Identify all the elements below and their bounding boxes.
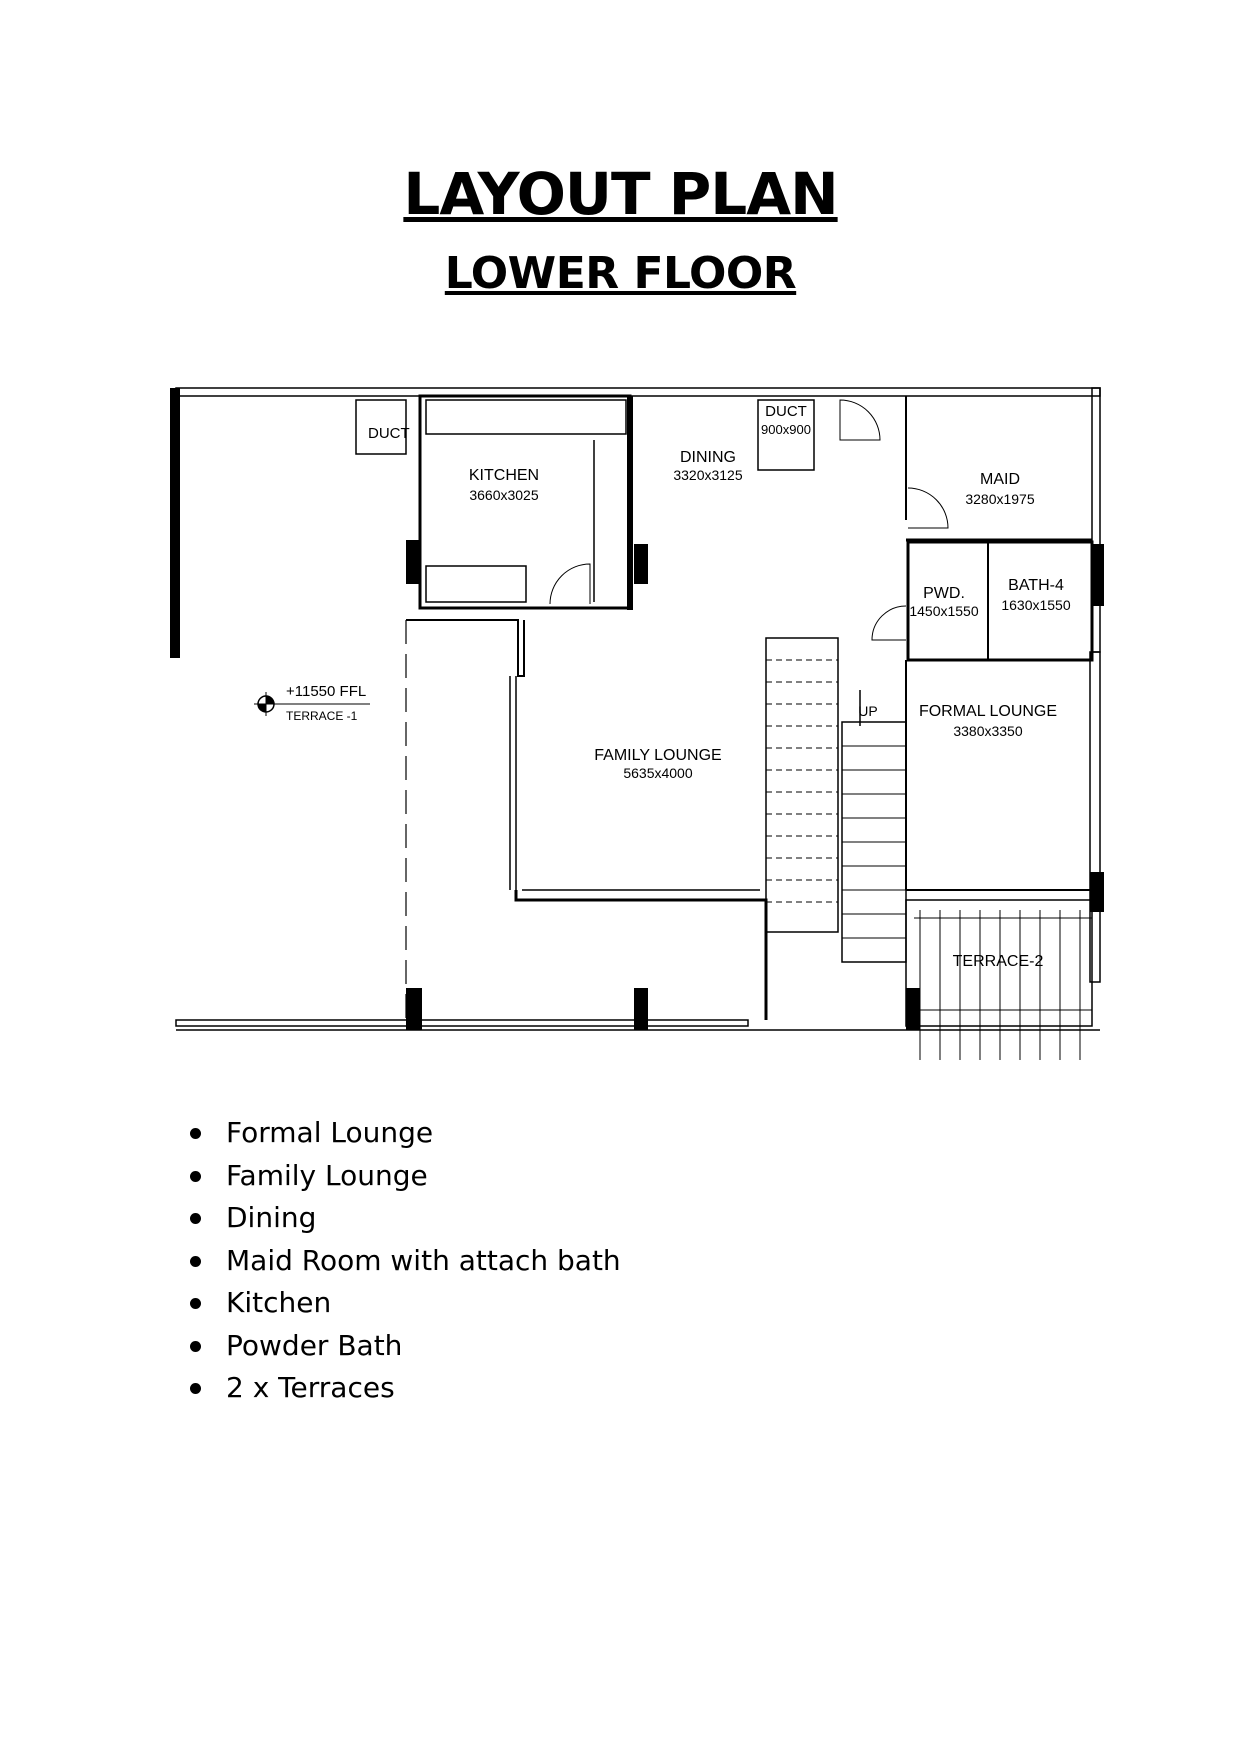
maid-label: MAID [980,471,1020,488]
formal-lounge-label: FORMAL LOUNGE [918,703,1058,720]
list-item: Family Lounge [226,1155,621,1198]
list-item: Powder Bath [226,1325,621,1368]
terrace-1-level: +11550 FFL [286,683,367,700]
formal-lounge-size: 3380x3350 [953,723,1023,739]
duct-top-size: 900x900 [761,422,811,437]
bath-4-label: BATH-4 [1008,577,1064,594]
list-item: Formal Lounge [226,1112,621,1155]
list-item: Dining [226,1197,621,1240]
kitchen-label: KITCHEN [468,467,540,484]
family-lounge-label: FAMILY LOUNGE [594,747,722,764]
door-swings [550,400,948,640]
family-lounge-size: 5635x4000 [623,765,693,781]
floor-plan [170,370,1110,1070]
maid-size: 3280x1975 [965,491,1035,507]
dining-size: 3320x3125 [673,467,743,483]
feature-list [190,1112,621,1410]
page-title: LAYOUT PLAN [403,160,838,228]
bath-4-size: 1630x1550 [1001,597,1071,613]
list-item: Maid Room with attach bath [226,1240,621,1283]
list-item: 2 x Terraces [226,1367,621,1410]
dining-label: DINING [680,449,736,466]
pwd-size: 1450x1550 [909,603,979,619]
stair-up-treads [842,690,906,938]
pwd-label: PWD. [923,585,965,602]
terrace-2-label: TERRACE-2 [952,953,1044,970]
kitchen-size: 3660x3025 [469,487,539,503]
list-item: Kitchen [226,1282,621,1325]
duct-left-label: DUCT [368,425,410,442]
terrace-railing [914,910,1092,1060]
page-subtitle: LOWER FLOOR [444,248,797,299]
stair-up-label: UP [858,703,878,719]
duct-top-label: DUCT [765,403,807,420]
stair-treads [766,660,838,902]
terrace-1-label: TERRACE -1 [286,709,358,723]
